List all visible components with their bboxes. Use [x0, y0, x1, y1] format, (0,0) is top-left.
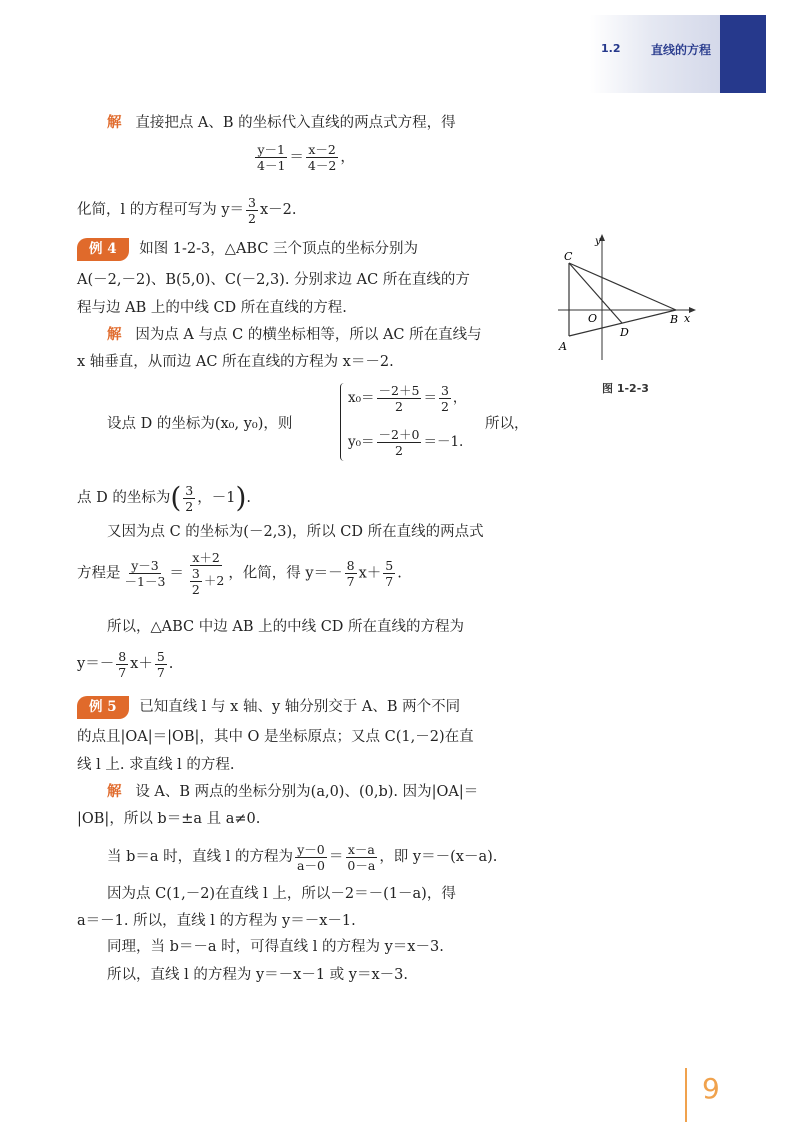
coordinate-text: 点 D 的坐标为 — [77, 490, 171, 506]
example-4-line-1 — [77, 238, 418, 261]
equation-text: ，化简，得 y＝－ — [228, 565, 343, 582]
fraction — [345, 842, 377, 873]
example-badge: 例 5 — [77, 696, 129, 719]
denominator: 7 — [156, 664, 165, 680]
solution-label: 解 — [107, 783, 122, 800]
numerator: －2＋5 — [378, 383, 420, 398]
equation-text: 方程是 — [77, 565, 121, 582]
example-4-line-2: A(－2,－2)、B(5,0)、C(－2,3). 分别求边 AC 所在直线的方 — [77, 272, 470, 288]
fraction — [306, 142, 338, 173]
denominator: 2 — [395, 443, 403, 458]
fraction — [190, 566, 202, 597]
numerator: 3 — [191, 566, 200, 581]
denominator: 2 — [440, 399, 449, 414]
section-number: 1.2 — [601, 42, 621, 55]
numerator: 5 — [385, 558, 394, 573]
fraction — [377, 383, 422, 414]
equation-text: x₀＝ — [348, 390, 375, 406]
fraction — [186, 550, 226, 597]
solution-line — [107, 113, 456, 133]
equation-text: x＋ — [358, 565, 382, 582]
two-point-formula — [253, 142, 355, 178]
example-4-solution-5: 又因为点 C 的坐标为(－2,3)，所以 CD 所在直线的两点式 — [107, 524, 484, 540]
example-5-line-2: 的点且|OA|＝|OB|，其中 O 是坐标原点；又点 C(1,－2)在直 — [77, 729, 474, 745]
compound-denominator — [186, 566, 226, 597]
point-d-coordinates: 点 D 的坐标为( $\frac{3}{2}$ ，－1). — [77, 481, 252, 514]
example-4-solution-7: 所以，△ABC 中边 AB 上的中线 CD 所在直线的方程为 — [107, 619, 465, 635]
equals-sign: ＝ — [328, 849, 344, 865]
figure-caption: 图 1-2-3 — [602, 382, 649, 395]
denominator: 2 — [395, 399, 403, 414]
equation-text: y＝－ — [77, 656, 115, 672]
denominator: 7 — [346, 574, 355, 589]
solution-text: 因为点 A 与点 C 的横坐标相等，所以 AC 所在直线与 — [135, 327, 482, 343]
denominator: 7 — [118, 664, 127, 680]
page-number: 9 — [702, 1072, 720, 1105]
example-5-solution-5: a＝－1. 所以，直线 l 的方程为 y＝－x－1. — [77, 913, 356, 929]
example-5-line-3: 线 l 上. 求直线 l 的方程. — [77, 757, 235, 773]
equals-sign: ＝ — [423, 390, 437, 406]
right-paren: ) — [235, 481, 247, 514]
equation-text: ＋2 — [203, 573, 225, 588]
fraction — [255, 142, 287, 173]
origin-label: O — [588, 312, 598, 325]
denominator: 2 — [191, 582, 200, 597]
equation-text: ＝－1. — [423, 434, 464, 450]
denominator: －1－3 — [124, 574, 166, 589]
solution-label: 解 — [107, 326, 122, 343]
denominator: 4－2 — [307, 158, 337, 173]
cd-equation: 方程是 $\frac{y-3}{-1-3}$ ＝ x＋2 $\frac{3}{2}$ ＋2 ，化简，得 y＝－ $\frac{8}{7}$ x＋ $\frac{5}{7}$ . — [77, 550, 402, 597]
punctuation: . — [168, 656, 174, 672]
numerator: x＋2 — [192, 550, 220, 565]
point-a-label: A — [559, 340, 567, 353]
numerator: y－3 — [131, 558, 159, 573]
equation-text: 化简，l 的方程可写为 y＝ — [77, 202, 245, 218]
coordinate-text: ，－1 — [197, 490, 236, 506]
numerator: 8 — [346, 558, 355, 573]
system-row-1 — [348, 383, 466, 414]
equation-text: 当 b＝a 时，直线 l 的方程为 — [107, 849, 293, 865]
fraction — [345, 558, 357, 589]
section-title: 直线的方程 — [651, 43, 712, 57]
fraction — [155, 649, 167, 680]
y-axis-label: y — [595, 236, 601, 247]
fraction — [123, 558, 168, 589]
denominator: 4－1 — [257, 158, 286, 173]
example-5-solution-7: 所以，直线 l 的方程为 y＝－x－1 或 y＝x－3. — [107, 967, 408, 983]
example-4-solution-2: x 轴垂直，从而边 AC 所在直线的方程为 x＝－2. — [77, 354, 394, 370]
example-badge: 例 4 — [77, 238, 129, 261]
system-row-2 — [348, 427, 463, 458]
example-text: 已知直线 l 与 x 轴、y 轴分别交于 A、B 两个不同 — [139, 699, 461, 715]
numerator: 3 — [440, 383, 449, 398]
solution-text: 直接把点 A、B 的坐标代入直线的两点式方程，得 — [135, 115, 456, 131]
example-text: 如图 1-2-3，△ABC 三个顶点的坐标分别为 — [139, 241, 419, 257]
example-5-solution-6: 同理，当 b＝－a 时，可得直线 l 的方程为 y＝x－3. — [107, 939, 444, 955]
figure-1-2-3 — [550, 232, 700, 362]
equation-text: x＋ — [130, 656, 153, 672]
simplified-equation — [77, 192, 297, 228]
example-4-solution-1 — [107, 325, 482, 345]
numerator: 5 — [156, 648, 165, 664]
example-4-line-3: 程与边 AB 上的中线 CD 所在直线的方程. — [77, 300, 347, 316]
equation-text: ，即 y＝－(x－a). — [379, 849, 498, 865]
fraction — [183, 483, 195, 514]
x-axis-label: x — [684, 312, 691, 325]
fraction — [295, 842, 327, 873]
example-5-solution-2: |OB|，所以 b＝±a 且 a≠0. — [77, 811, 261, 827]
point-b-label: B — [670, 313, 679, 326]
brace — [340, 383, 347, 461]
left-paren: ( — [170, 481, 182, 514]
equals-sign: ＝ — [289, 149, 304, 166]
point-d-label: D — [620, 326, 629, 339]
numerator: 8 — [118, 648, 127, 664]
punctuation: . — [397, 565, 402, 582]
numerator: －2＋0 — [378, 427, 420, 442]
fraction — [383, 558, 395, 589]
side-cb — [569, 263, 676, 310]
punctuation: ， — [452, 390, 467, 406]
numerator: x－2 — [308, 142, 336, 157]
denominator: a－0 — [297, 857, 325, 873]
denominator: 0－a — [347, 857, 376, 873]
point-c-label: C — [564, 250, 573, 263]
punctuation: ， — [340, 149, 355, 166]
page-number-bar — [685, 1068, 687, 1122]
fraction — [246, 195, 258, 226]
equation-text: y₀＝ — [348, 434, 375, 450]
equation-text: x－2. — [260, 202, 297, 218]
coordinate-intro: 设点 D 的坐标为(x₀, y₀)，则 — [107, 416, 293, 432]
example-5-line-1 — [77, 696, 460, 719]
numerator: y－0 — [297, 841, 325, 857]
fraction — [439, 383, 451, 414]
conclusion-text: 所以， — [485, 416, 529, 432]
example-5-solution-1 — [107, 782, 478, 802]
fraction — [116, 649, 128, 680]
solution-text: 设 A、B 两点的坐标分别为(a,0)、(0,b). 因为|OA|＝ — [135, 784, 479, 800]
case-equation — [107, 839, 497, 875]
header-accent-block — [720, 15, 766, 93]
median-equation — [77, 646, 173, 682]
example-5-solution-4: 因为点 C(1,－2)在直线 l 上，所以－2＝－(1－a)，得 — [107, 886, 456, 902]
equation-system — [340, 383, 490, 463]
denominator: 2 — [248, 210, 256, 226]
numerator: 3 — [185, 482, 194, 498]
numerator: 3 — [248, 194, 256, 210]
fraction — [377, 427, 422, 458]
denominator: 7 — [385, 574, 394, 589]
numerator: y－1 — [257, 142, 285, 157]
denominator: 2 — [185, 498, 194, 514]
numerator: x－a — [347, 841, 375, 857]
solution-label: 解 — [107, 114, 122, 131]
